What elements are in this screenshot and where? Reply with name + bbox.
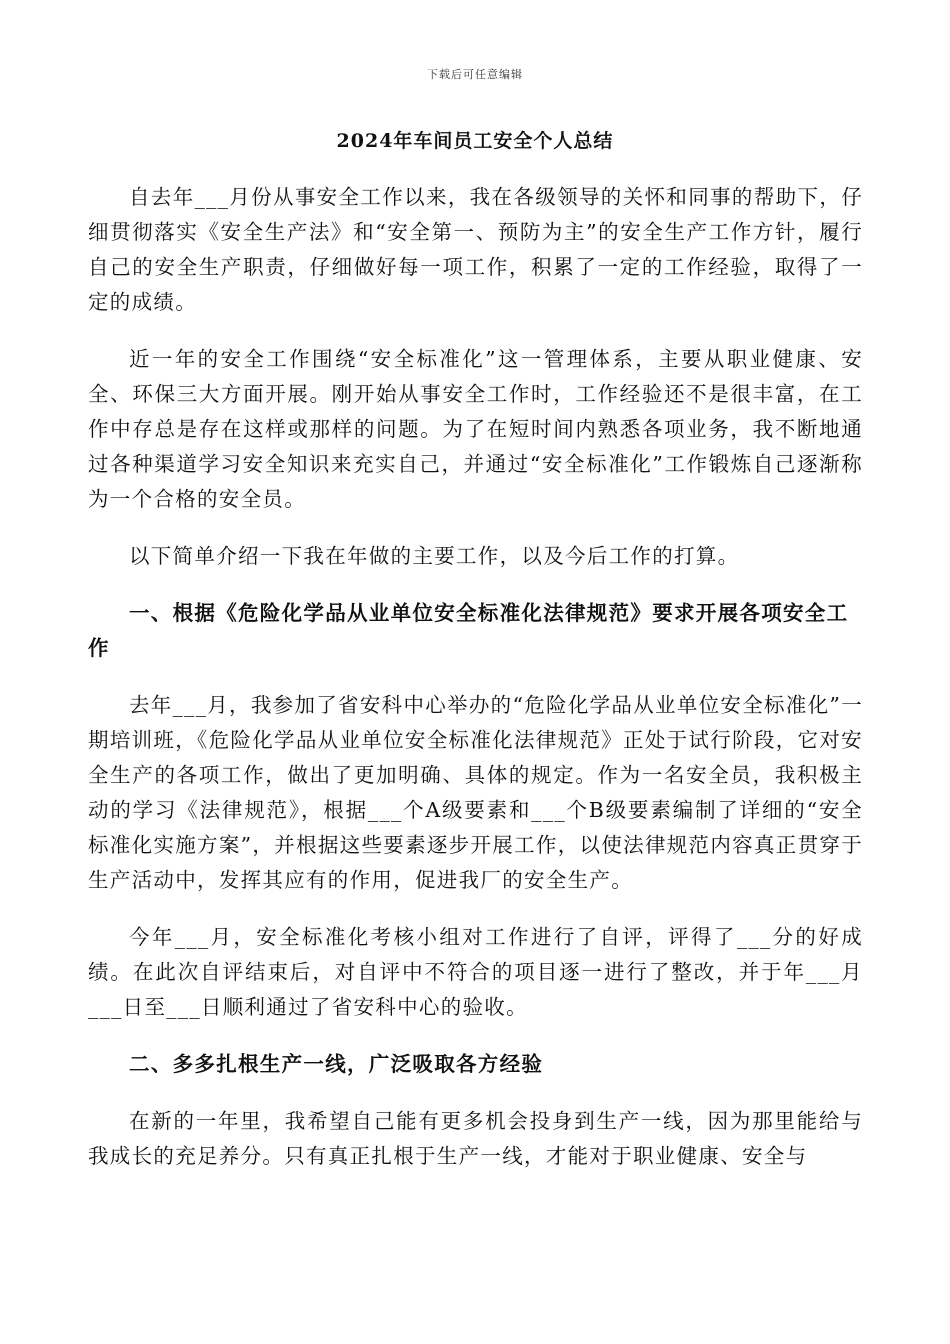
paragraph-overview: 近一年的安全工作围绕“安全标准化”这一管理体系，主要从职业健康、安全、环保三大方面开展。刚开始从事安全工作时，工作经验还不是很丰富，在工作中存总是存在这样或那样的问题。为了在短时间内熟悉各项业务，我不断地通过各种渠道学习安全知识来充实自己，并通过“安全标准化”工作锻炼自己逐渐称为一个合格的安全员。 [88,347,863,511]
section-2-paragraph-frontline: 在新的一年里，我希望自己能有更多机会投身到生产一线，因为那里能给与我成长的充足养分。只有真正扎根于生产一线，才能对于职业健康、安全与 [88,1109,863,1168]
section-2-heading: 二、多多扎根生产一线，广泛吸取各方经验 [129,1052,544,1076]
section-1-paragraph-evaluation: 今年___月，安全标准化考核小组对工作进行了自评，评得了___分的好成绩。在此次自评结束后，对自评中不符合的项目逐一进行了整改，并于年___月___日至___日顺利通过了省安科中心的验收。 [88,925,863,1019]
section-1-heading: 一、根据《危险化学品从业单位安全标准化法律规范》要求开展各项安全工作 [88,601,849,660]
section-1-paragraph-training: 去年___月，我参加了省安科中心举办的“危险化学品从业单位安全标准化”一期培训班，《危险化学品从业单位安全标准化法律规范》正处于试行阶段，它对安全生产的各项工作，做出了更加明确、具体的规定。作为一名安全员，我积极主动的学习《法律规范》，根据___个A级要素和___个B级要素编制了详细的“安全标准化实施方案”，并根据这些要素逐步开展工作，以使法律规范内容真正贯穿于生产活动中，发挥其应有的作用，促进我厂的安全生产。 [88,693,864,892]
document-title: 2024年车间员工安全个人总结 [336,130,614,152]
paragraph-intro: 自去年___月份从事安全工作以来，我在各级领导的关怀和同事的帮助下，仔细贯彻落实《安全生产法》和“安全第一、预防为主”的安全生产工作方针，履行自己的安全生产职责，仔细做好每一项工作，积累了一定的工作经验，取得了一定的成绩。 [88,185,863,314]
document-body [88,180,863,1196]
header-note: 下载后可任意编辑 [427,68,523,81]
paragraph-outline: 以下简单介绍一下我在年做的主要工作，以及今后工作的打算。 [129,544,740,568]
